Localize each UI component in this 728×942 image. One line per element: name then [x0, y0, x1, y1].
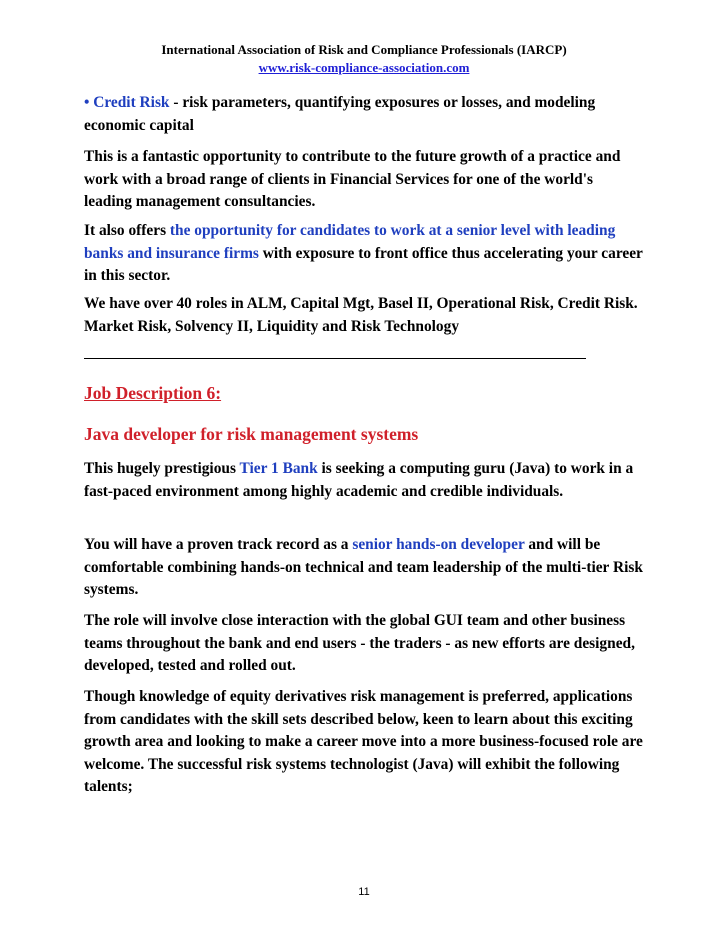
- opportunity-paragraph: This is a fantastic opportunity to contribute to the future growth of a practice and work with a broad range of clients in Financial Services for one of the world's leading management consultancies.: [84, 148, 621, 210]
- separator-line: [84, 358, 586, 359]
- record-text-before: You will have a proven track record as a: [84, 536, 353, 553]
- record-paragraph: [84, 534, 644, 602]
- credit-risk-label: Credit Risk: [93, 94, 170, 111]
- offers-text-after: with exposure to front office thus accelerating your career in this sector.: [84, 244, 643, 284]
- bullet: •: [84, 94, 94, 111]
- job-title: Java developer for risk management systems: [84, 424, 419, 444]
- credit-risk-text: - risk parameters, quantifying exposures or losses, and modeling economic capital: [84, 94, 596, 134]
- bank-highlight: Tier 1 Bank: [239, 460, 318, 477]
- bank-paragraph: [84, 458, 644, 503]
- bank-text-after: is seeking a computing guru (Java) to work in a fast-paced environment among highly academic and credible individuals.: [84, 460, 634, 500]
- page-number: 11: [358, 886, 370, 898]
- job-description-heading: Job Description 6:: [84, 383, 222, 403]
- credit-risk-paragraph: [84, 92, 644, 137]
- role-paragraph: The role will involve close interaction with the global GUI team and other business teams throughout the bank and end users - the traders - as new efforts are designed, developed, tested and rolled out.: [84, 612, 635, 674]
- header-org-name: International Association of Risk and Compliance Professionals (IARCP): [161, 42, 567, 57]
- website-link[interactable]: www.risk-compliance-association.com: [258, 60, 470, 75]
- offers-paragraph: [84, 220, 644, 288]
- knowledge-paragraph: Though knowledge of equity derivatives risk management is preferred, applications from candidates with the skill sets described below, keen to learn about this exciting growth area and looking to make a career move into a more business-focused role are welcome. The successful risk systems technologist (Java) will exhibit the following talents;: [84, 688, 643, 795]
- offers-text-before: It also offers: [84, 222, 170, 239]
- roles-paragraph: We have over 40 roles in ALM, Capital Mgt, Basel II, Operational Risk, Credit Risk. Market Risk, Solvency II, Liquidity and Risk Technology: [84, 295, 638, 335]
- header-website: [0, 60, 728, 76]
- record-highlight: senior hands-on developer: [352, 536, 525, 553]
- offers-highlight: the opportunity for candidates to work at a senior level with leading banks and insurance firms: [84, 222, 616, 262]
- bank-text-before: This hugely prestigious: [84, 460, 240, 477]
- record-text-after: and will be comfortable combining hands-on technical and team leadership of the multi-tier Risk systems.: [84, 536, 643, 598]
